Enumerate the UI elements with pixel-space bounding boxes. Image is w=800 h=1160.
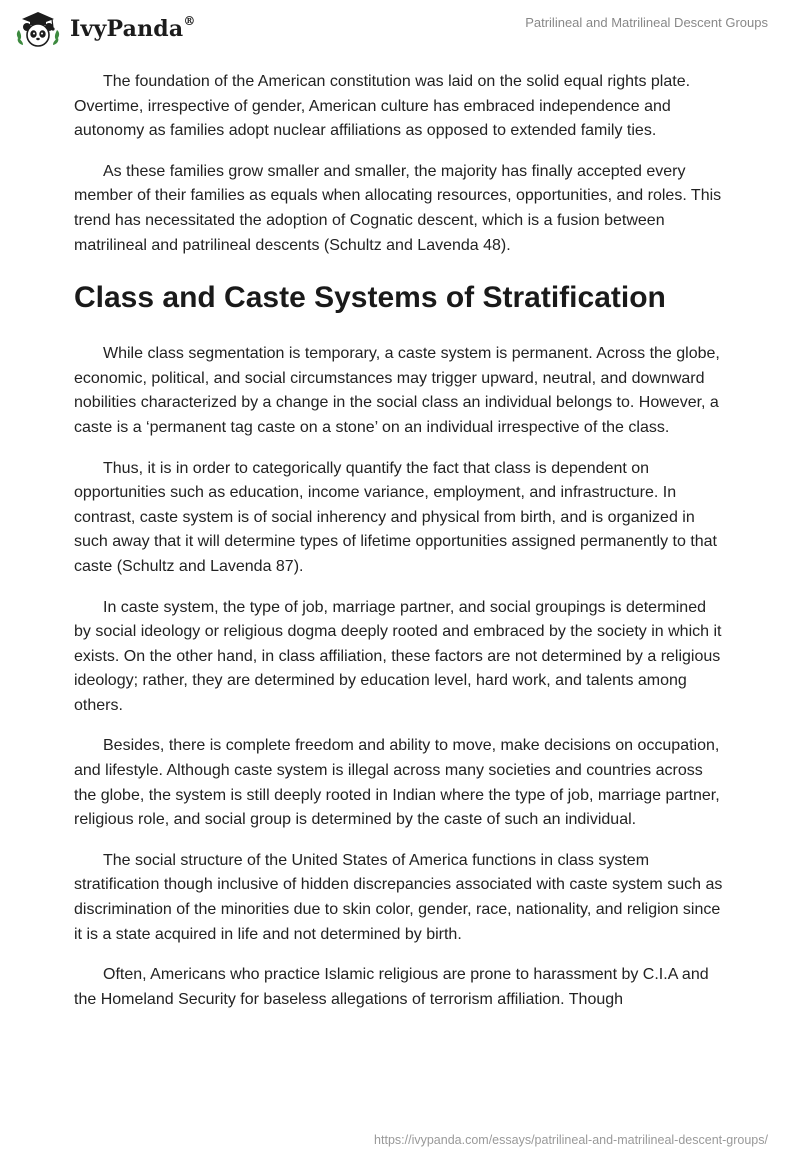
document-title: Patrilineal and Matrilineal Descent Groups [525,15,768,30]
paragraph: Thus, it is in order to categorically quantify the fact that class is dependent on opportunities such as education, income variance, employment, and infrastructure. In contrast, caste system is of social inherency and physical from birth, and is organized in such away that it will determine types of lifetime opportunities assigned permanently to that caste (Schultz and Lavenda 87). [74,459,717,575]
page-header [0,0,800,60]
section-heading: Class and Caste Systems of Stratification [74,281,666,315]
essay-content [74,70,726,1028]
paragraph: The foundation of the American constitution was laid on the solid equal rights plate. Overtime, irrespective of gender, American culture has embraced independence and autonomy as families adopt nuclear affiliations as opposed to extended family ties. [74,73,691,140]
paragraph: As these families grow smaller and smaller, the majority has finally accepted every member of their families as equals when allocating resources, opportunities, and roles. This trend has necessitated the adoption of Cognatic descent, which is a fusion between matrilineal and patrilineal descents (Schultz and Lavenda 48). [74,162,722,254]
paragraph: While class segmentation is temporary, a caste system is permanent. Across the globe, economic, political, and social circumstances may trigger upward, neutral, and downward nobilities characterized by a change in the social class an individual belongs to. However, a caste is a ‘permanent tag caste on a stone’ on an individual irrespective of the class. [74,345,720,436]
panda-graduate-icon [14,10,64,48]
registered-mark: ® [183,14,196,28]
paragraph: The social structure of the United States of America functions in class system stratification though inclusive of hidden discrepancies associated with caste system such as discrimination of the minorities due to skin color, gender, race, nationality, and religion since it is a state acquired in life and not determined by birth. [74,851,723,943]
paragraph: Besides, there is complete freedom and ability to move, make decisions on occupation, and lifestyle. Although caste system is illegal across many societies and countries across the globe, the system is still deeply rooted in Indian where the type of job, marriage partner, religious role, and social group is determined by the caste of such an individual. [74,737,720,829]
paragraph: In caste system, the type of job, marriage partner, and social groupings is determined by social ideology or religious dogma deeply rooted and embraced by the society in which it exists. On the other hand, in class affiliation, these factors are not determined by a religious ideology; rather, they are determined by education level, hard work, and talents among others. [74,598,722,714]
ivypanda-logo[interactable] [14,10,196,48]
brand-name: IvyPanda® [70,14,196,42]
source-url[interactable]: https://ivypanda.com/essays/patrilineal-and-matrilineal-descent-groups/ [374,1133,768,1147]
paragraph: Often, Americans who practice Islamic religious are prone to harassment by C.I.A and the Homeland Security for baseless allegations of terrorism affiliation. Though [74,966,709,1008]
